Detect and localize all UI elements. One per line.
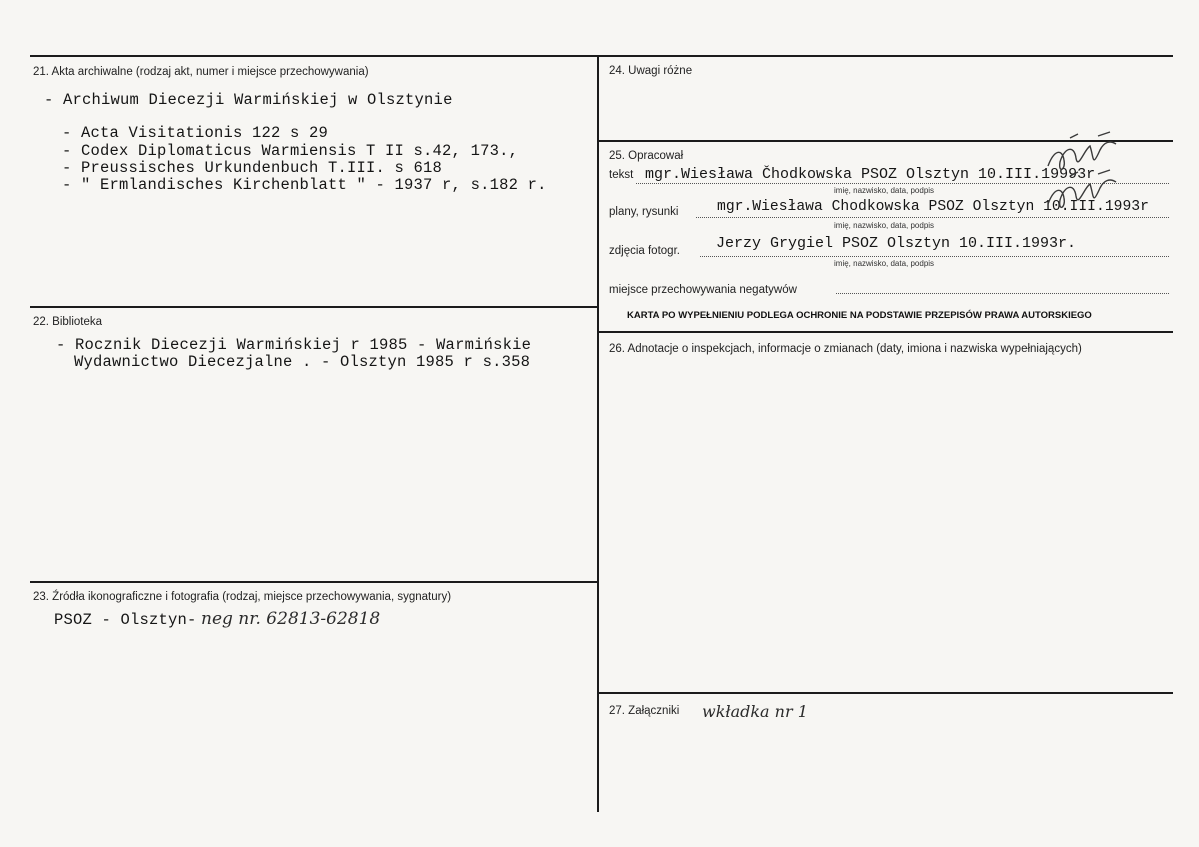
iconography-handwritten: neg nr. 62813-62818 — [201, 609, 381, 629]
negatywy-dotline — [836, 293, 1169, 294]
archive-item-3: - Preussisches Urkundenbuch T.III. s 618 — [62, 159, 443, 177]
rule-22-23 — [30, 581, 598, 583]
library-line-1: - Rocznik Diecezji Warmińskiej r 1985 - Warmińskie — [56, 336, 532, 354]
zdjecia-value: Jerzy Grygiel PSOZ Olsztyn 10.III.1993r. — [716, 235, 1077, 252]
plany-value: mgr.Wiesława Chodkowska PSOZ Olsztyn 10.III.1993r — [717, 199, 1149, 215]
section-24-label: 24. Uwagi różne — [609, 65, 693, 77]
iconography-typed: PSOZ - Olsztyn- — [54, 611, 197, 629]
zdjecia-hint: imię, nazwisko, data, podpis — [834, 259, 935, 268]
tekst-hint: imię, nazwisko, data, podpis — [834, 186, 935, 195]
zdjecia-label: zdjęcia fotogr. — [609, 245, 680, 257]
signature-icon — [1040, 130, 1130, 220]
copyright-notice: KARTA PO WYPEŁNIENIU PODLEGA OCHRONIE NA PODSTAWIE PRZEPISÓW PRAWA AUTORSKIEGO — [627, 310, 1092, 321]
plany-label: plany, rysunki — [609, 206, 679, 218]
tekst-label: tekst — [609, 169, 634, 181]
zdjecia-dotline — [700, 256, 1169, 257]
section-27-label: 27. Załączniki — [609, 705, 680, 717]
rule-21-22 — [30, 306, 598, 308]
rule-25-26 — [598, 331, 1173, 333]
rule-26-27 — [598, 692, 1173, 694]
archive-item-1: - Acta Visitationis 122 s 29 — [62, 124, 329, 142]
top-rule — [30, 55, 1173, 57]
section-25-label: 25. Opracował — [609, 150, 684, 162]
archive-item-2: - Codex Diplomaticus Warmiensis T II s.42, 173., — [62, 142, 519, 160]
section-22-label: 22. Biblioteka — [33, 316, 103, 328]
negatywy-label: miejsce przechowywania negatywów — [609, 284, 797, 296]
section-21-label: 21. Akta archiwalne (rodzaj akt, numer i miejsce przechowywania) — [33, 66, 369, 78]
section-26-label: 26. Adnotacje o inspekcjach, informacje o zmianach (daty, imiona i nazwiska wypełniających) — [609, 343, 1082, 355]
library-line-2: Wydawnictwo Diecezjalne . - Olsztyn 1985 r s.358 — [74, 353, 531, 371]
archive-item-4: - " Ermlandisches Kirchenblatt " - 1937 r, s.182 r. — [62, 176, 547, 194]
archive-name: - Archiwum Diecezji Warmińskiej w Olsztynie — [44, 91, 453, 109]
center-divider — [597, 55, 599, 812]
tekst-value: mgr.Wiesława Čhodkowska PSOZ Olsztyn 10.III.19993r — [645, 166, 1096, 183]
attachments-handwritten: wkładka nr 1 — [702, 702, 808, 721]
section-23-label: 23. Źródła ikonograficzne i fotografia (rodzaj, miejsce przechowywania, sygnatury) — [33, 591, 452, 603]
plany-hint: imię, nazwisko, data, podpis — [834, 221, 935, 230]
